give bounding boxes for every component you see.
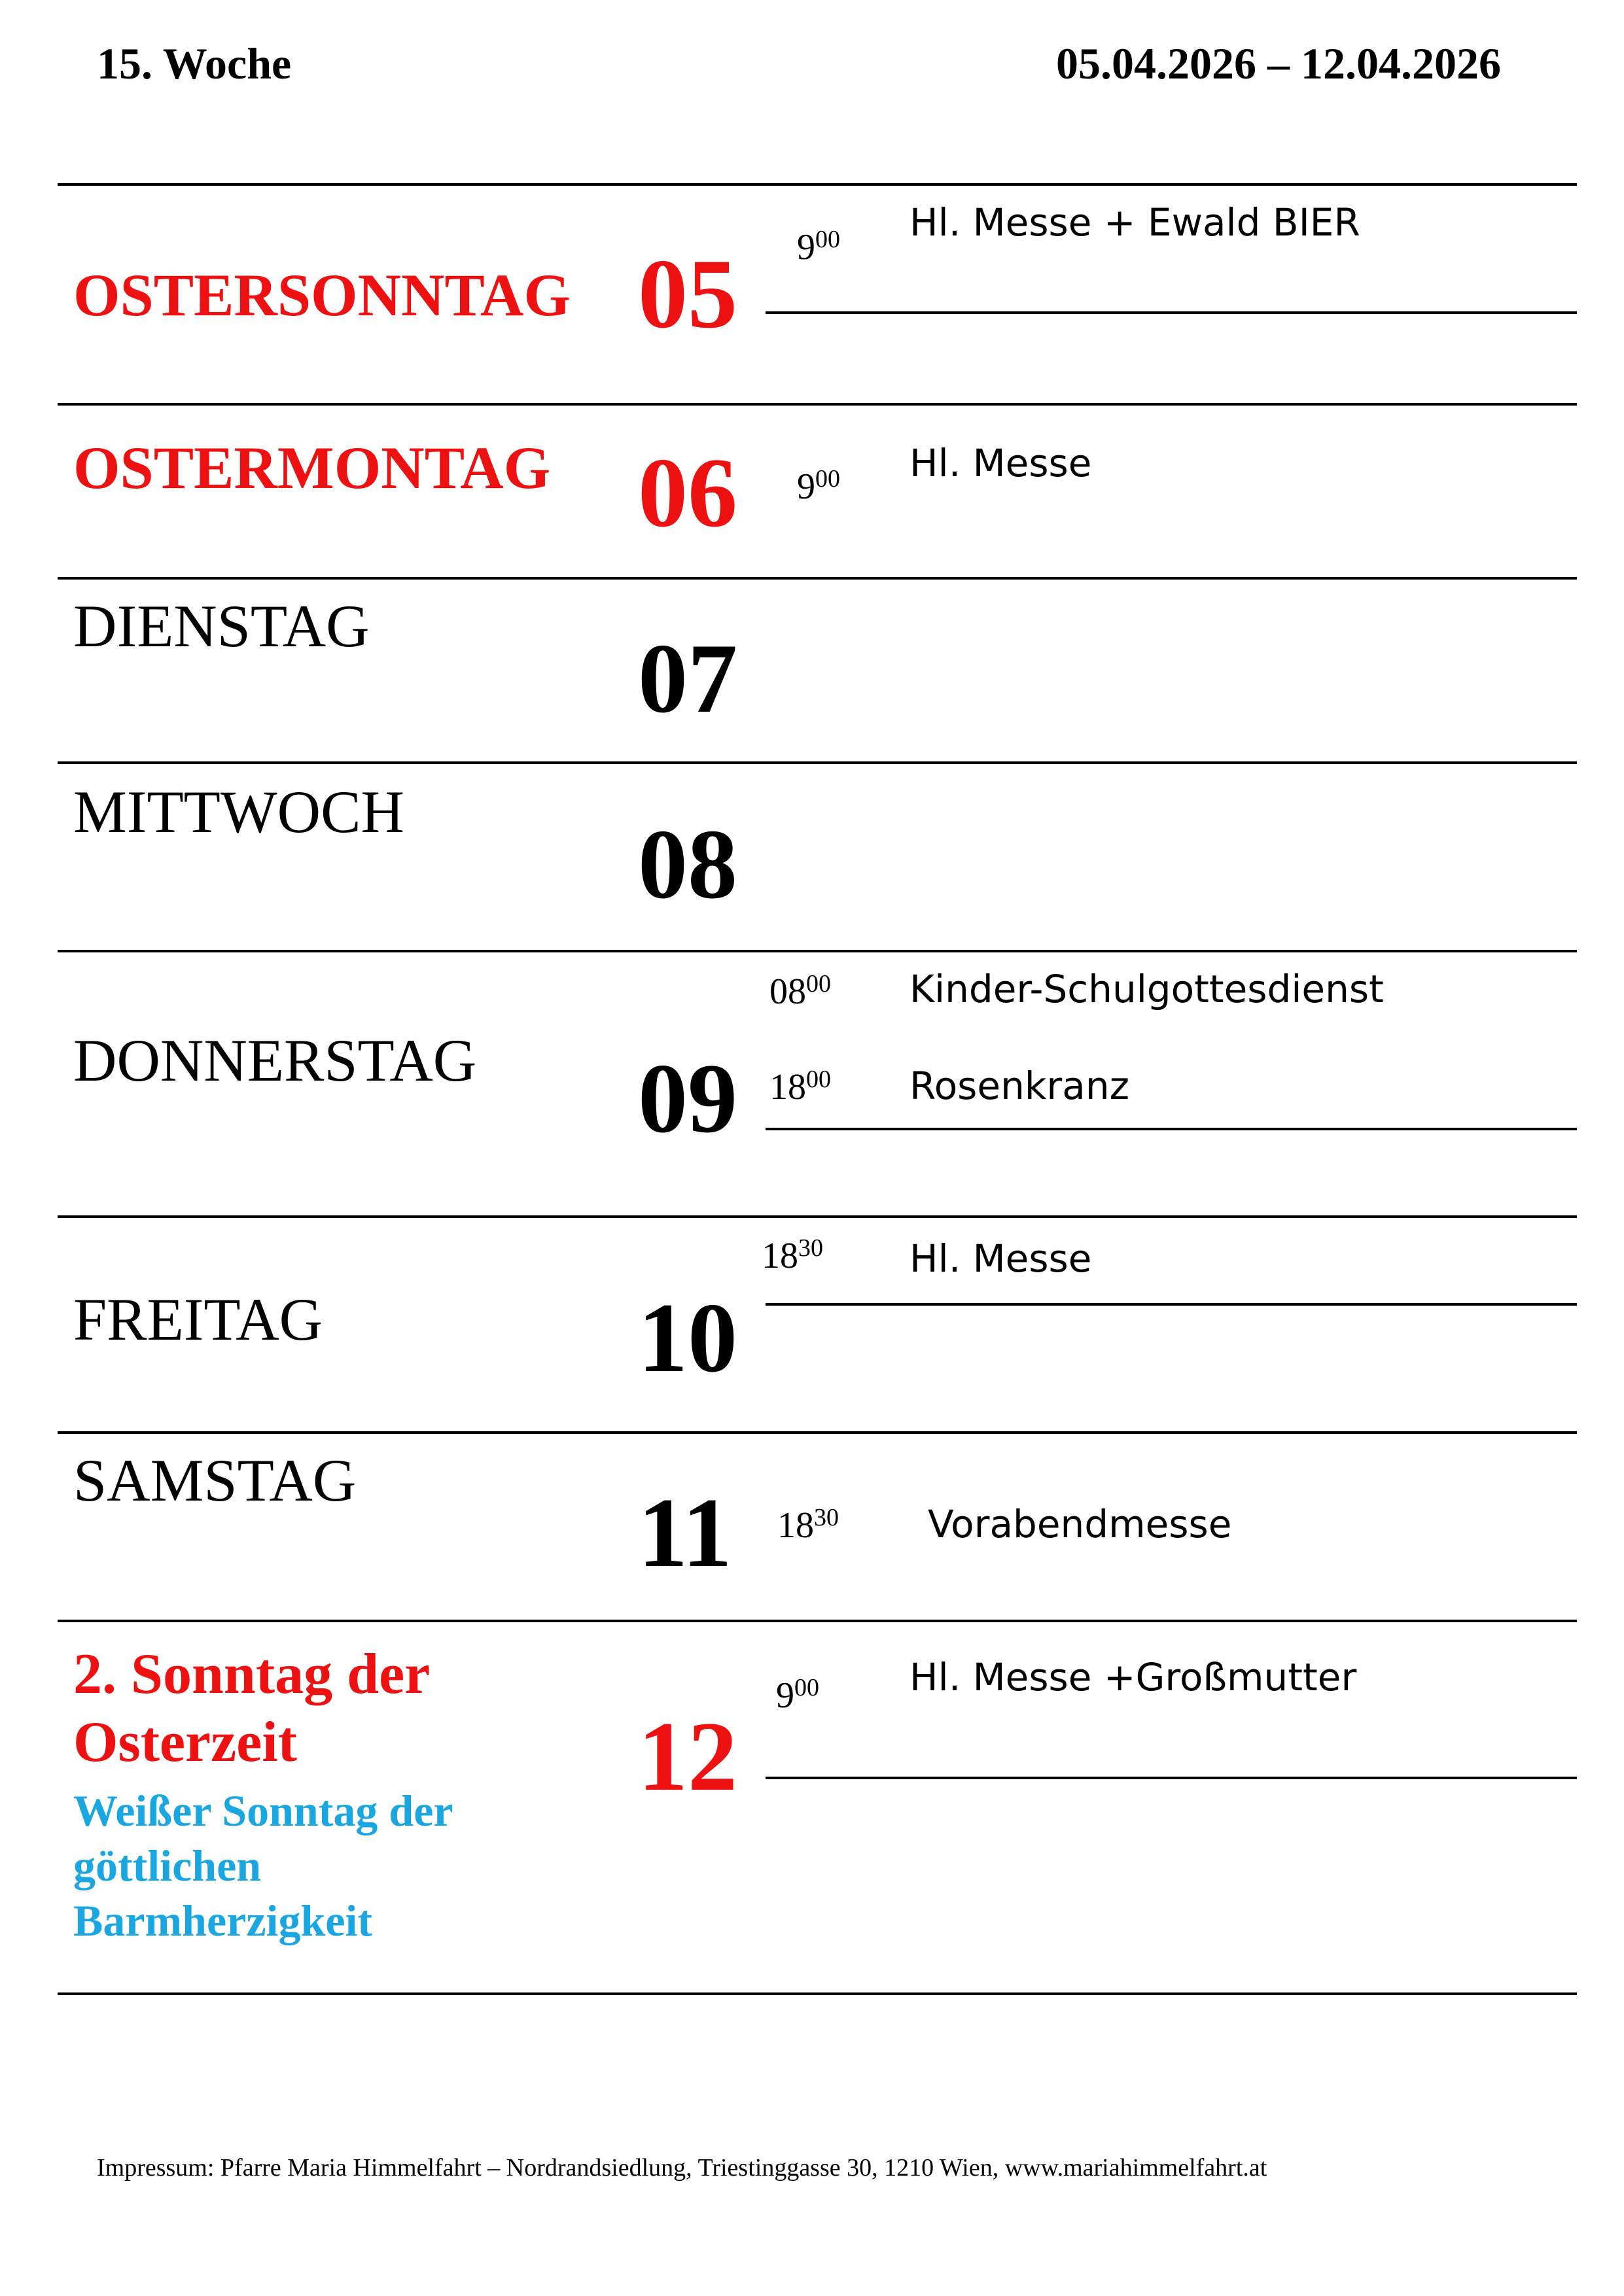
day-name: FREITAG: [73, 1286, 323, 1353]
event-title: Kinder-Schulgottesdienst: [909, 967, 1384, 1011]
date-range: 05.04.2026 – 12.04.2026: [1056, 39, 1501, 88]
day-name: DIENSTAG: [73, 593, 370, 659]
event-divider: [766, 1128, 1577, 1130]
row-divider: [58, 1215, 1577, 1218]
day-number: 11: [638, 1478, 732, 1588]
feast-subtitle-line-1: Weißer Sonntag der: [73, 1786, 453, 1835]
row-divider: [58, 183, 1577, 186]
row-divider: [58, 403, 1577, 406]
event-time: $9^{00}$: [797, 465, 840, 507]
feast-subtitle-line-3: Barmherzigkeit: [73, 1896, 372, 1945]
week-label: 15. Woche: [97, 39, 292, 88]
event-divider: [766, 1303, 1577, 1306]
day-name: DONNERSTAG: [73, 1027, 477, 1094]
feast-title-line-1: 2. Sonntag der: [73, 1643, 431, 1706]
event-divider: [766, 311, 1577, 314]
row-divider: [58, 761, 1577, 764]
day-number: 07: [638, 623, 737, 733]
event-divider: [766, 1777, 1577, 1779]
row-divider: [58, 1992, 1577, 1995]
feast-subtitle-line-2: göttlichen: [73, 1841, 262, 1890]
day-number: 09: [638, 1043, 737, 1153]
day-number: 08: [638, 809, 737, 919]
row-divider: [58, 1620, 1577, 1622]
event-title: Hl. Messe: [909, 1236, 1092, 1281]
event-time: $18^{00}$: [769, 1066, 831, 1107]
day-name: SAMSTAG: [73, 1447, 357, 1514]
event-time: $9^{00}$: [797, 226, 840, 268]
event-title: Vorabendmesse: [928, 1502, 1232, 1546]
day-name: OSTERSONNTAG: [73, 262, 571, 328]
row-divider: [58, 950, 1577, 952]
day-number: 05: [638, 239, 737, 349]
impressum-footer: Impressum: Pfarre Maria Himmelfahrt – Nordrandsiedlung, Triestinggasse 30, 1210 Wien, www.mariahimmelfahrt.at: [97, 2154, 1267, 2182]
event-title: Hl. Messe +Großmutter: [909, 1655, 1357, 1699]
day-number: 06: [638, 438, 737, 548]
event-time: $08^{00}$: [769, 970, 831, 1012]
event-title: Rosenkranz: [909, 1064, 1130, 1108]
day-name: OSTERMONTAG: [73, 434, 551, 501]
row-divider: [58, 577, 1577, 580]
day-number: 10: [638, 1283, 737, 1393]
row-divider: [58, 1431, 1577, 1434]
event-time: $18^{30}$: [777, 1504, 839, 1546]
day-name: MITTWOCH: [73, 778, 404, 845]
feast-title-line-2: Osterzeit: [73, 1711, 297, 1774]
event-time: $18^{30}$: [762, 1234, 823, 1276]
event-title: Hl. Messe + Ewald BIER: [909, 200, 1360, 245]
day-number: 12: [638, 1701, 737, 1811]
event-title: Hl. Messe: [909, 441, 1092, 485]
event-time: $9^{00}$: [776, 1674, 819, 1716]
